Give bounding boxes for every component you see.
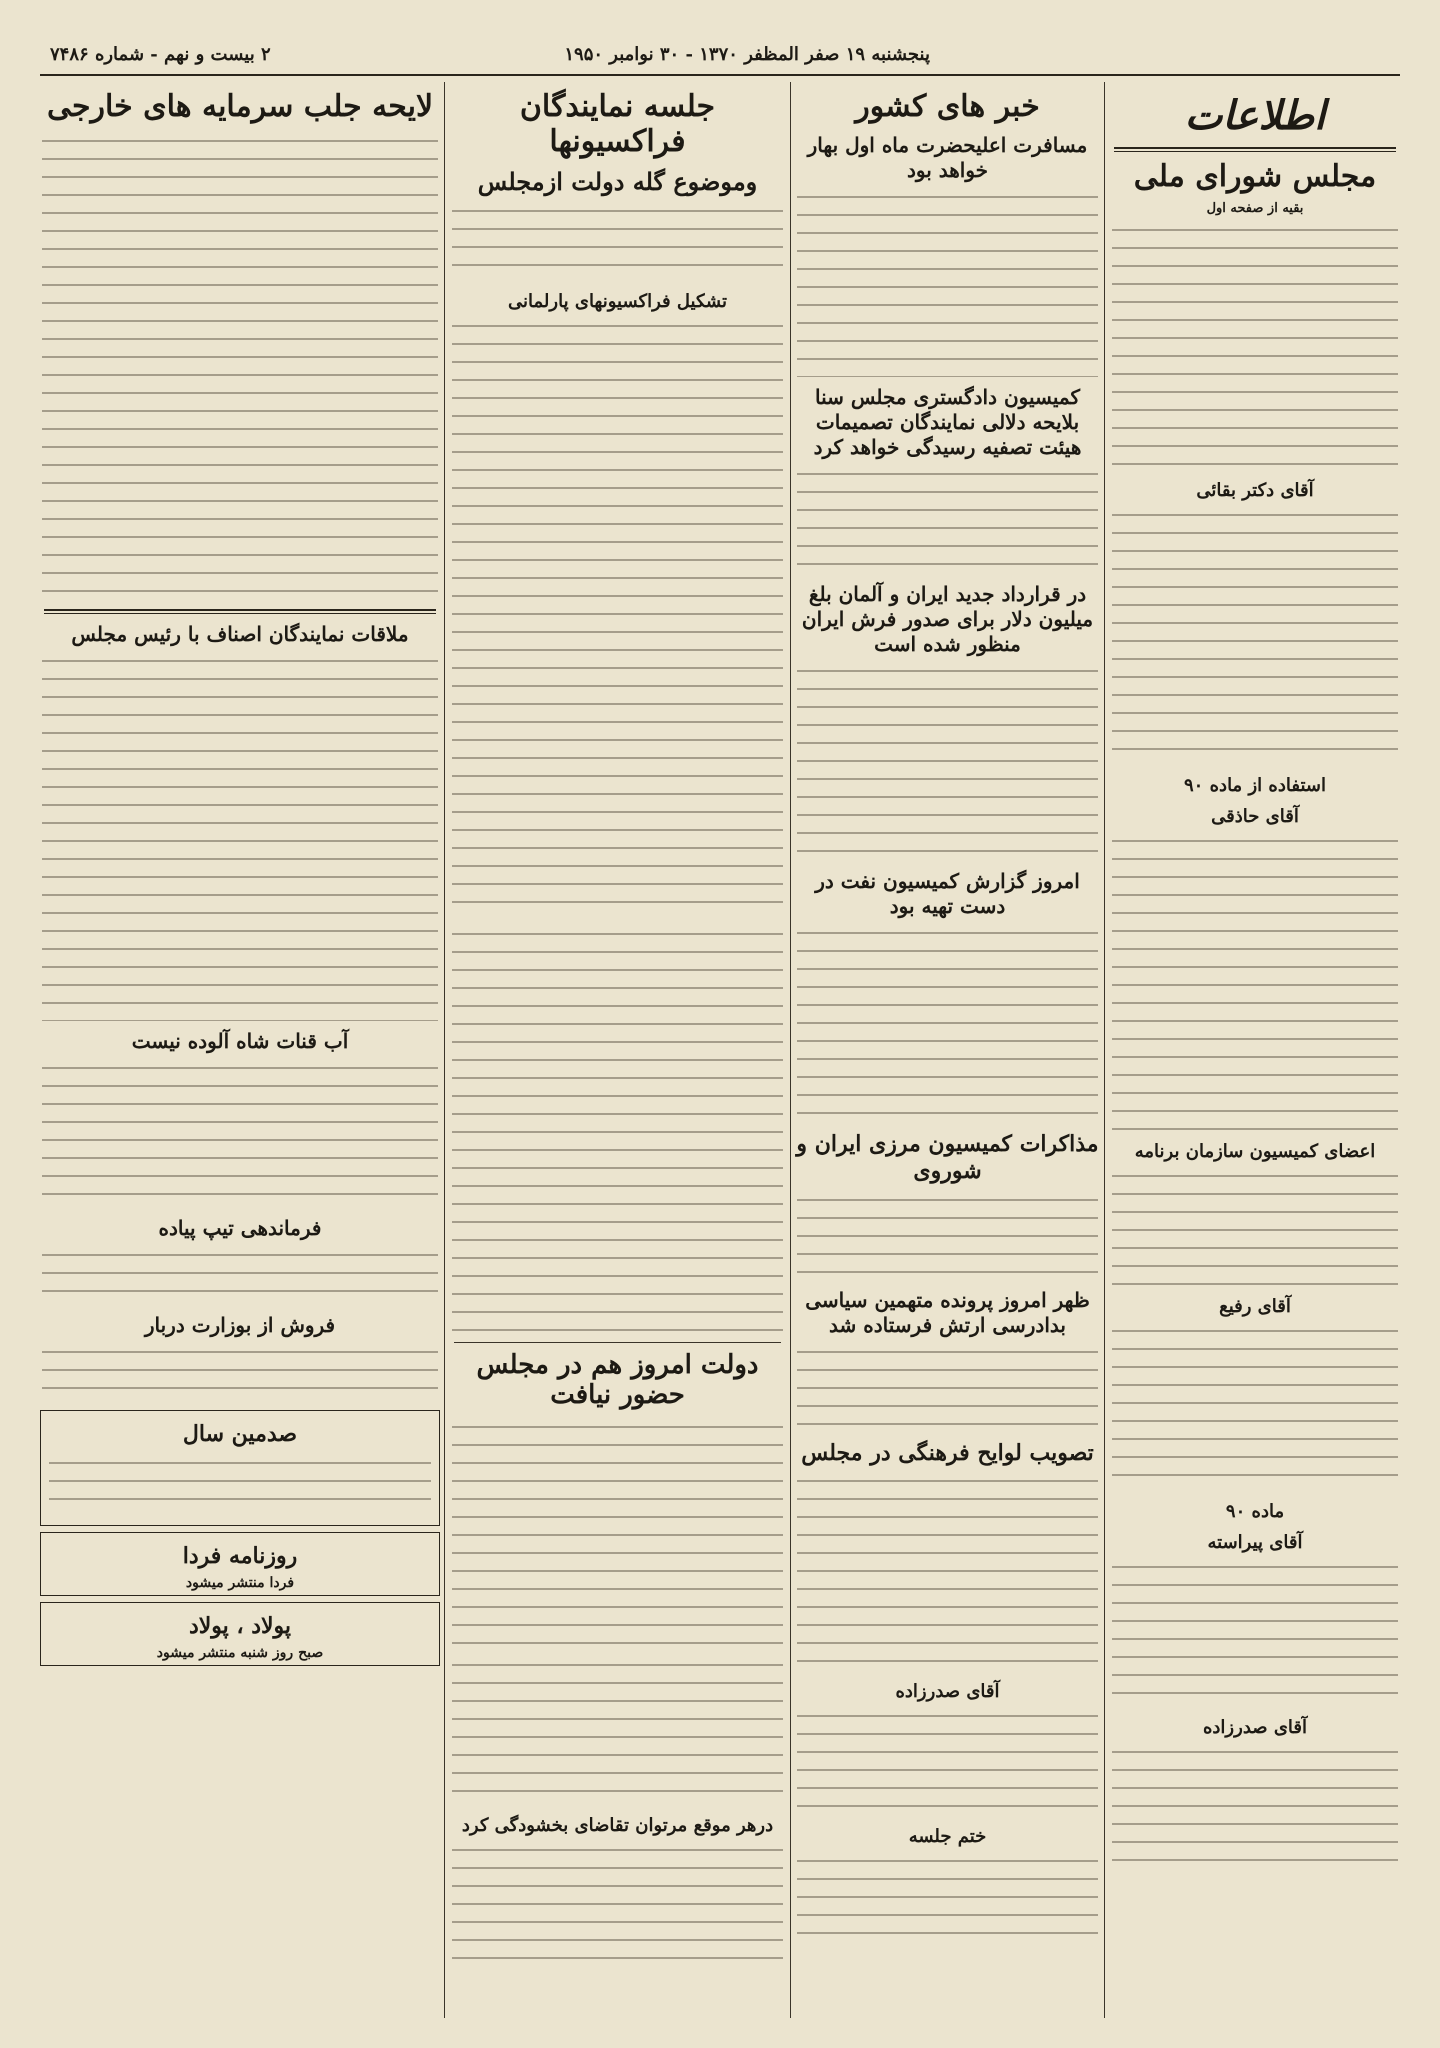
text-block [49, 1453, 431, 1513]
subhead-infantry-command: فرماندهی تیپ پیاده [158, 1215, 322, 1240]
text-block [797, 187, 1098, 377]
text-block [42, 131, 438, 601]
subhead-sadrzadeh: آقای صدرزاده [1202, 1716, 1307, 1738]
date-line: پنجشنبه ۱۹ صفر المظفر ۱۳۷۰ - ۳۰ نوامبر ۱۹۵۰ [564, 44, 930, 65]
ad-centennial-title: صدمین سال [182, 1420, 298, 1447]
column-rule [1104, 82, 1105, 2018]
ad-farda-title: روزنامه فردا [182, 1542, 298, 1569]
text-block [1112, 831, 1398, 1131]
subhead-rafi: آقای رفیع [1219, 1295, 1291, 1317]
column-rule [444, 82, 445, 2018]
text-block [1112, 220, 1398, 470]
subhead-oil-report: امروز گزارش کمیسیون نفت در دست تهیه بود [815, 868, 1080, 918]
ad-farda-text: فردا منتشر میشود [185, 1574, 295, 1591]
subhead-guild-meeting: ملاقات نمایندگان اصناف با رئیس مجلس [71, 621, 409, 646]
text-block [1112, 1742, 1398, 1862]
text-block [797, 1471, 1098, 1671]
subhead-senate-justice: کمیسیون دادگستری مجلس سنا بلایحه دلالی نمایندگان تصمیمات هیئت تصفیه رسیدگی خواهد کرد [813, 384, 1082, 459]
subhead-sadrzadeh-2: آقای صدرزاده [895, 1681, 1000, 1702]
subhead-pardon-request: درهر موقع مرتوان تقاضای بخشودگی کرد [461, 1814, 774, 1836]
text-block [452, 924, 783, 1334]
subhead-political-case: ظهر امروز پرونده متهمین سیاسی بدادرسی ارتش فرستاده شد [805, 1287, 1090, 1337]
subhead-session-end: ختم جلسه [908, 1826, 987, 1847]
text-block [452, 1840, 783, 1960]
text-block [797, 464, 1098, 574]
text-block [42, 1245, 438, 1305]
subhead-shah-trip: مسافرت اعلیحضرت ماه اول بهار خواهد بود [807, 132, 1088, 182]
ad-poulad-text: صبح روز شنبه منتشر میشود [156, 1644, 324, 1661]
ad-box-farda [40, 1532, 440, 1596]
text-block [452, 1655, 783, 1805]
subhead-cultural-bills: تصویب لوایح فرهنگی در مجلس [801, 1439, 1094, 1466]
subhead-government-complaint: وموضوع گله دولت ازمجلس [477, 167, 758, 196]
text-block [1112, 505, 1398, 765]
text-block [1112, 1166, 1398, 1286]
ad-box-centennial [40, 1410, 440, 1526]
headline-foreign-capital: لایحه جلب سرمایه های خارجی [46, 89, 434, 124]
subhead-hazeghi: آقای حاذقی [1211, 805, 1299, 827]
page-info: ۲ بیست و نهم - شماره ۷۴۸۶ [50, 44, 271, 65]
text-block [452, 1417, 783, 1647]
subhead-border-commission: مذاکرات کمیسیون مرزی ایران و شوروی [796, 1130, 1099, 1184]
subhead-court-ministry: فروش از بوزارت دربار [144, 1312, 336, 1337]
text-block [1112, 1557, 1398, 1707]
ad-poulad-title: پولاد ، پولاد [188, 1612, 292, 1639]
text-block [797, 1342, 1098, 1432]
headline-fractions: جلسه نمایندگان فراکسیونها [519, 89, 716, 159]
subhead-parliamentary-fractions: تشکیل فراکسیونهای پارلمانی [508, 291, 727, 312]
columns [40, 82, 1400, 2018]
divider [454, 1342, 781, 1343]
text-block [452, 316, 783, 916]
subhead-article-90-b: ماده ۹۰ [1225, 1500, 1285, 1522]
subhead-germany-contract: در قرارداد جدید ایران و آلمان بلغ میلیون دلار برای صدور فرش ایران منظور شده است [801, 581, 1094, 656]
running-header [40, 40, 1400, 76]
text-block [797, 1190, 1098, 1280]
column-country-news [795, 82, 1100, 2018]
text-block [1112, 1321, 1398, 1491]
column-parliament [1110, 82, 1400, 2018]
headline-government-absent: دولت امروز هم در مجلس حضور نیافت [476, 1350, 759, 1410]
subhead-qanat-water: آب قنات شاه آلوده نیست [131, 1028, 349, 1053]
text-block [797, 1706, 1098, 1816]
text-block [452, 201, 783, 281]
headline-parliament: مجلس شورای ملی [1133, 159, 1377, 194]
text-block [797, 1851, 1098, 1941]
column-rule [790, 82, 791, 2018]
subhead-baghai: آقای دکتر بقائی [1196, 479, 1314, 501]
text-block [42, 651, 438, 1021]
divider [1114, 147, 1396, 152]
ad-box-poulad [40, 1602, 440, 1666]
subhead-article-90: استفاده از ماده ۹۰ [1184, 774, 1326, 796]
column-fractions [450, 82, 785, 2018]
text-block [797, 923, 1098, 1123]
text-block [42, 1342, 438, 1402]
masthead-logo: اطلاعات [1184, 92, 1326, 139]
continued-note: بقیه از صفحه اول [1206, 200, 1304, 216]
subhead-pirasteh: آقای پیراسته [1207, 1531, 1303, 1553]
column-foreign-capital [40, 82, 440, 2018]
text-block [42, 1058, 438, 1208]
text-block [797, 661, 1098, 861]
headline-country-news: خبر های کشور [855, 89, 1040, 124]
subhead-plan-commission: اعضای کمیسیون سازمان برنامه [1134, 1140, 1376, 1162]
divider [44, 609, 436, 614]
